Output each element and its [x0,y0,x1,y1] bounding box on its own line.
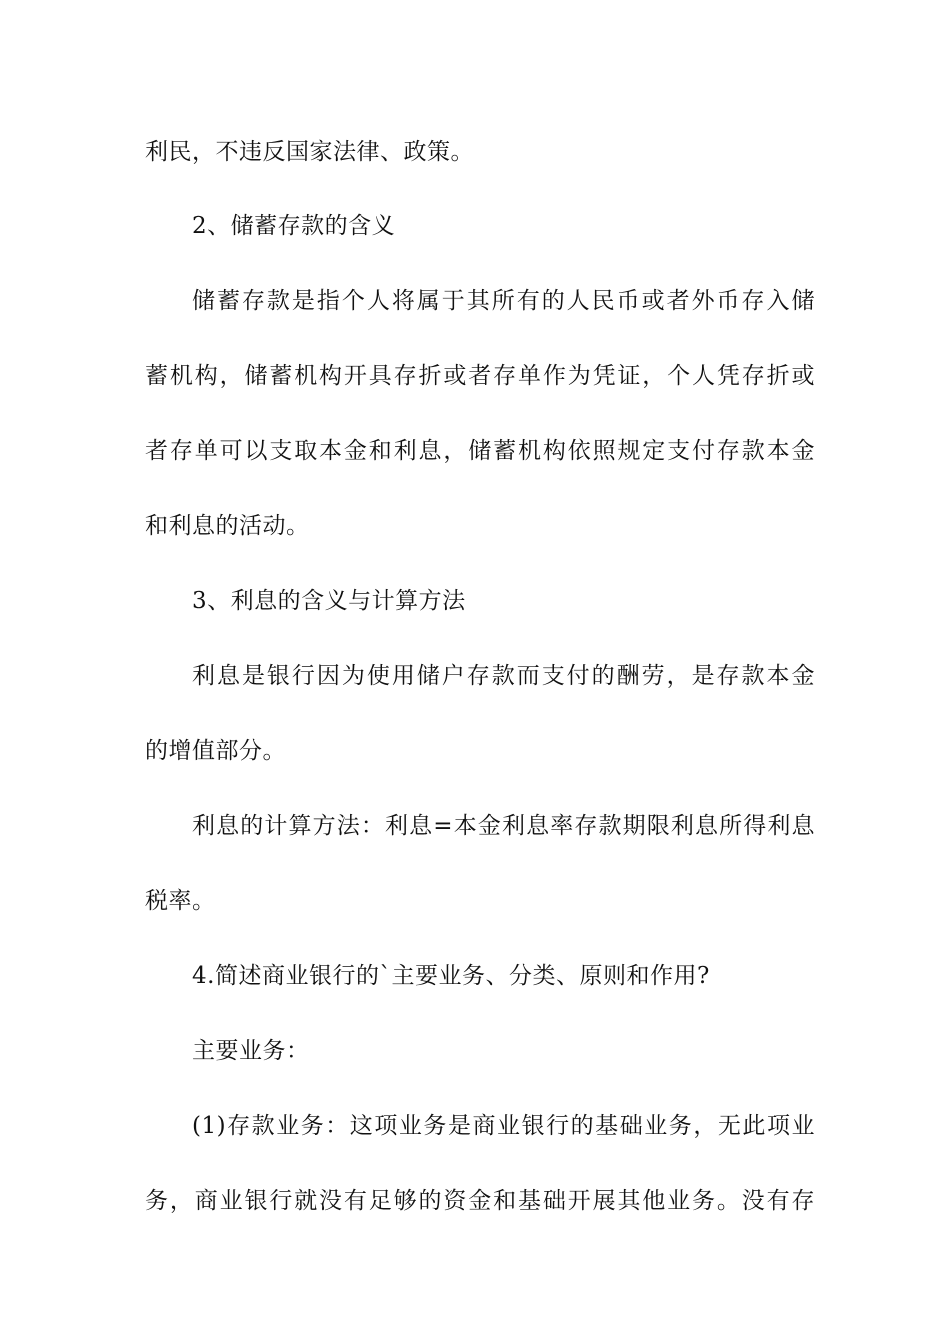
text-line: 利息的计算方法：利息=本金利息率存款期限利息所得利息 [192,813,815,839]
text-line: 利民，不违反国家法律、政策。 [145,139,474,165]
text-line: 税率。 [145,888,216,914]
subheading: 主要业务： [192,1038,310,1064]
text-line: 储蓄存款是指个人将属于其所有的人民币或者外币存入储 [192,288,815,314]
text-line: 务，商业银行就没有足够的资金和基础开展其他业务。没有存 [145,1188,815,1214]
text-line: 利息是银行因为使用储户存款而支付的酬劳，是存款本金 [192,663,815,689]
text-line: 的增值部分。 [145,738,286,764]
text-line: 蓄机构，储蓄机构开具存折或者存单作为凭证，个人凭存折或 [145,363,815,389]
question-heading: 4.简述商业银行的`主要业务、分类、原则和作用? [192,963,710,989]
section-heading: 2、储蓄存款的含义 [192,213,396,239]
text-line: (1)存款业务：这项业务是商业银行的基础业务，无此项业 [192,1113,815,1139]
section-heading: 3、利息的含义与计算方法 [192,588,466,614]
text-line: 者存单可以支取本金和利息，储蓄机构依照规定支付存款本金 [145,438,815,464]
text-line: 和利息的活动。 [145,513,310,539]
